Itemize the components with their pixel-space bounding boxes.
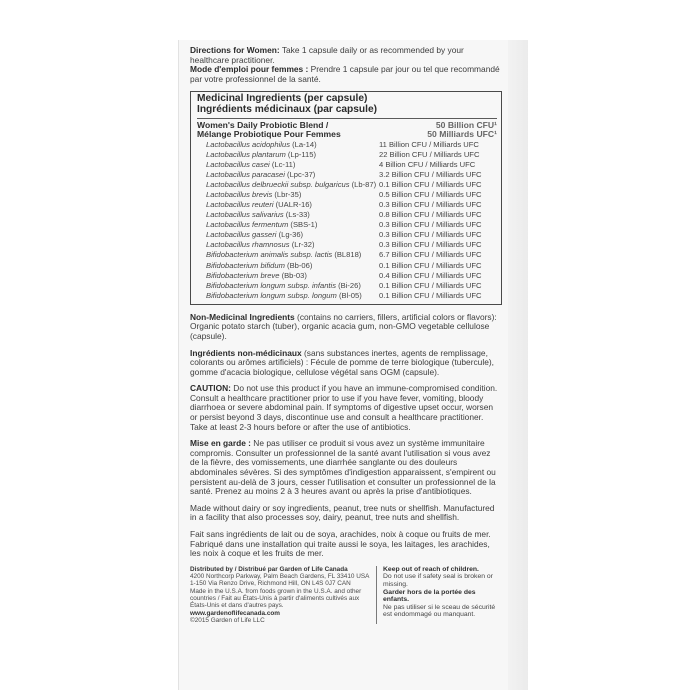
distributor-origin-note: Made in the U.S.A. from foods grown in the U.S.A. and other countries / Fait au États-Unis à partir d'aliments cultivés aux États-Unis et dans d'autres pays. [190, 587, 362, 610]
ingredient-amount: 0.1 Billion CFU / Milliards UFC [379, 180, 482, 190]
keep-out-en-label: Keep out of reach of children. [383, 565, 479, 573]
ingredient-amount: 0.8 Billion CFU / Milliards UFC [379, 210, 482, 220]
ingredient-row [197, 271, 497, 281]
caution-en-text: Do not use this product if you have an immune-compromised condition. Consult a healthcare practitioner prior to use if you have fever, vomiting, bloody diarrhoea or severe abdominal pain. If symptoms of digestive upset occur, worsen or persist beyond 3 days, discontinue use and consult a healthcare practitioner. Take at least 2-3 hours before or after the use of antibiotics. [190, 383, 498, 432]
facts-heading-en: Medicinal Ingredients (per capsule) [197, 93, 368, 105]
copyright: ©2015 Garden of Life LLC [190, 616, 265, 624]
distributor-block [190, 566, 372, 624]
ingredient-name [206, 250, 361, 260]
ingredient-amount: 0.3 Billion CFU / Milliards UFC [379, 230, 482, 240]
non-medicinal-en-text: (contains no carriers, fillers, artificial colors or flavors): Organic potato starch (tuber), organic acacia gum, non-GMO vegetable cellulose (capsule). [190, 311, 497, 341]
ingredient-strain: (Lp-115) [285, 150, 317, 160]
ingredient-strain: (Bb-03) [279, 270, 307, 280]
ingredient-row [197, 291, 497, 301]
distributor-address-us: 4200 Northcorp Parkway, Palm Beach Gardens, FL 33410 USA [190, 573, 370, 581]
ingredient-amount: 0.1 Billion CFU / Milliards UFC [379, 290, 482, 300]
keep-out-fr-text: Ne pas utiliser si le sceau de sécurité est endommagé ou manquant. [383, 603, 496, 619]
ingredient-strain: (UALR-16) [273, 200, 312, 210]
facts-heading-fr: Ingrédients médicinaux (par capsule) [197, 103, 378, 115]
ingredient-row [197, 140, 497, 150]
ingredient-amount: 4 Billion CFU / Milliards UFC [379, 160, 476, 170]
directions-en [190, 46, 502, 65]
footer-divider [376, 566, 377, 624]
blend-amount-fr: 50 Milliards UFC¹ [427, 128, 497, 139]
non-medicinal-fr-label: Ingrédients non-médicinaux [190, 347, 302, 358]
ingredient-row [197, 200, 497, 210]
ingredient-name [206, 210, 310, 220]
panel-edge [508, 40, 528, 690]
ingredient-species: Bifidobacterium animalis subsp. lactis [206, 250, 333, 260]
ingredient-amount: 0.5 Billion CFU / Milliards UFC [379, 190, 482, 200]
ingredient-name [206, 230, 303, 240]
ingredient-species: Bifidobacterium longum subsp. infantis [206, 280, 337, 290]
ingredient-strain: (Bl-05) [336, 290, 362, 300]
ingredient-row [197, 240, 497, 250]
ingredient-strain: (Lb-87) [349, 180, 377, 190]
ingredient-amount: 0.3 Billion CFU / Milliards UFC [379, 240, 482, 250]
directions-en-text: Take 1 capsule daily or as recommended by your healthcare practitioner. [190, 45, 464, 65]
ingredient-name [206, 200, 312, 210]
distributor-label: Distributed by / Distribué par Garden of Life Canada [190, 565, 348, 573]
ingredient-name [206, 140, 317, 150]
keep-out-block [383, 566, 502, 624]
ingredient-amount: 0.1 Billion CFU / Milliards UFC [379, 280, 482, 290]
ingredient-species: Lactobacillus delbrueckii subsp. bulgaricus [206, 180, 350, 190]
keep-out-en-text: Do not use if safety seal is broken or missing. [383, 573, 493, 588]
ingredient-amount: 0.3 Billion CFU / Milliards UFC [379, 200, 482, 210]
ingredient-row [197, 281, 497, 291]
ingredient-row [197, 250, 497, 260]
ingredient-name [206, 291, 362, 301]
medicinal-ingredients-box [190, 91, 502, 304]
ingredient-species: Lactobacillus paracasei [206, 170, 285, 180]
caution-fr [190, 439, 502, 497]
ingredient-strain: (Bi-26) [336, 280, 361, 290]
non-medicinal-fr-text: (sans substances inertes, agents de remplissage, colorants ou arômes artificiels) : Fécule de pomme de terre biologique (tubercule), gomme d'acacia biologique, cellulose végétal sans OGM (capsule). [190, 347, 494, 377]
blend-line-fr [197, 130, 497, 139]
ingredient-species: Lactobacillus acidophilus [206, 139, 291, 149]
ingredient-strain: (Bb-06) [284, 260, 313, 270]
directions-fr [190, 65, 502, 84]
ingredient-species: Bifidobacterium longum subsp. longum [206, 290, 337, 300]
ingredient-amount: 6.7 Billion CFU / Milliards UFC [379, 250, 482, 260]
ingredient-row [197, 150, 497, 160]
ingredient-name [206, 271, 307, 281]
ingredient-strain: (SBS-1) [288, 220, 318, 230]
ingredient-species: Lactobacillus rhamnosus [206, 240, 290, 250]
non-medicinal-en-label: Non-Medicinal Ingredients [190, 311, 295, 322]
non-medicinal-fr [190, 349, 502, 378]
ingredient-amount: 11 Billion CFU / Milliards UFC [379, 139, 479, 149]
non-medicinal-en [190, 313, 502, 342]
ingredient-strain: (La-14) [290, 139, 317, 149]
ingredient-strain: (Lbr-35) [272, 190, 302, 200]
ingredient-row [197, 210, 497, 220]
supplement-label [190, 46, 502, 624]
ingredient-name [206, 170, 315, 180]
ingredient-name [206, 220, 317, 230]
ingredient-row [197, 170, 497, 180]
ingredient-amount: 22 Billion CFU / Milliards UFC [379, 150, 480, 160]
footer-info [190, 566, 502, 624]
ingredient-row [197, 220, 497, 230]
distributor-website: www.gardenoflifecanada.com [190, 609, 280, 617]
ingredient-name [206, 240, 314, 250]
ingredient-row [197, 160, 497, 170]
ingredient-species: Bifidobacterium breve [206, 270, 280, 280]
ingredient-strain: (BL818) [332, 250, 362, 260]
ingredient-species: Lactobacillus brevis [206, 190, 273, 200]
facts-divider [197, 118, 497, 119]
blend-name-fr: Mélange Probiotique Pour Femmes [197, 128, 341, 139]
keep-out-fr-label: Garder hors de la portée des enfants. [383, 588, 476, 604]
ingredient-amount: 0.3 Billion CFU / Milliards UFC [379, 220, 482, 230]
ingredient-name [206, 281, 361, 291]
ingredient-species: Lactobacillus casei [206, 160, 270, 170]
ingredient-amount: 0.1 Billion CFU / Milliards UFC [379, 260, 482, 270]
ingredient-row [197, 230, 497, 240]
ingredient-strain: (Lr-32) [289, 240, 315, 250]
blend-name-en: Women's Daily Probiotic Blend / [197, 119, 329, 130]
ingredient-species: Lactobacillus plantarum [206, 150, 286, 160]
ingredient-row [197, 261, 497, 271]
ingredient-name [206, 190, 301, 200]
ingredient-species: Lactobacillus reuteri [206, 200, 274, 210]
ingredient-amount: 0.4 Billion CFU / Milliards UFC [379, 270, 482, 280]
ingredient-strain: (Lg-36) [276, 230, 304, 240]
caution-fr-text: Ne pas utiliser ce produit si vous avez un système immunitaire compromis. Consulter un professionnel de la santé avant l'utilisation si vous avez de la fièvre, des vomissements, une diarrhée sanglante ou des douleurs abdominales sévères. Si des symptômes d'indigestion apparaissent, s'empirent ou persistent au-delà de 3 jours, cesser l'utilisation et consulter un professionnel de la santé. Prenez au moins 2 à 3 heures avant ou après la prise d'antibiotiques. [190, 438, 496, 497]
ingredient-species: Lactobacillus salivarius [206, 210, 284, 220]
ingredient-name [206, 150, 316, 160]
ingredient-name [206, 160, 295, 170]
ingredient-row [197, 180, 497, 190]
caution-en [190, 384, 502, 432]
ingredient-species: Bifidobacterium bifidum [206, 260, 285, 270]
allergen-en: Made without dairy or soy ingredients, peanut, tree nuts or shellfish. Manufactured in a facility that also processes soy, dairy, peanut, tree nuts and shellfish. [190, 502, 495, 523]
caution-fr-label: Mise en garde : [190, 438, 251, 449]
allergen-fr: Fait sans ingrédients de lait ou de soya, arachides, noix à coque ou fruits de mer. Fabriqué dans une installation qui traite aussi le soya, les laitages, les arachides, les noix à coque et les fruits de mer. [190, 529, 491, 559]
ingredient-name [206, 261, 312, 271]
ingredient-strain: (Lc-11) [269, 160, 296, 170]
directions-fr-label: Mode d'emploi pour femmes : [190, 64, 309, 75]
ingredient-row [197, 190, 497, 200]
caution-en-label: CAUTION: [190, 383, 231, 394]
ingredient-amount: 3.2 Billion CFU / Milliards UFC [379, 170, 482, 180]
ingredient-name [206, 180, 376, 190]
ingredient-species: Lactobacillus fermentum [206, 220, 289, 230]
ingredient-species: Lactobacillus gasseri [206, 230, 277, 240]
distributor-address-ca: 1-150 Via Renzo Drive, Richmond Hill, ON L4S 0J7 CAN [190, 580, 351, 588]
directions-fr-text: Prendre 1 capsule par jour ou tel que recommandé par votre professionnel de la santé. [190, 64, 500, 84]
directions-en-label: Directions for Women: [190, 45, 280, 55]
blend-amount-en: 50 Billion CFU¹ [435, 119, 497, 130]
ingredient-strain: (Lpc-37) [284, 170, 316, 180]
ingredient-strain: (Ls-33) [283, 210, 310, 220]
ingredient-rows [197, 140, 497, 301]
